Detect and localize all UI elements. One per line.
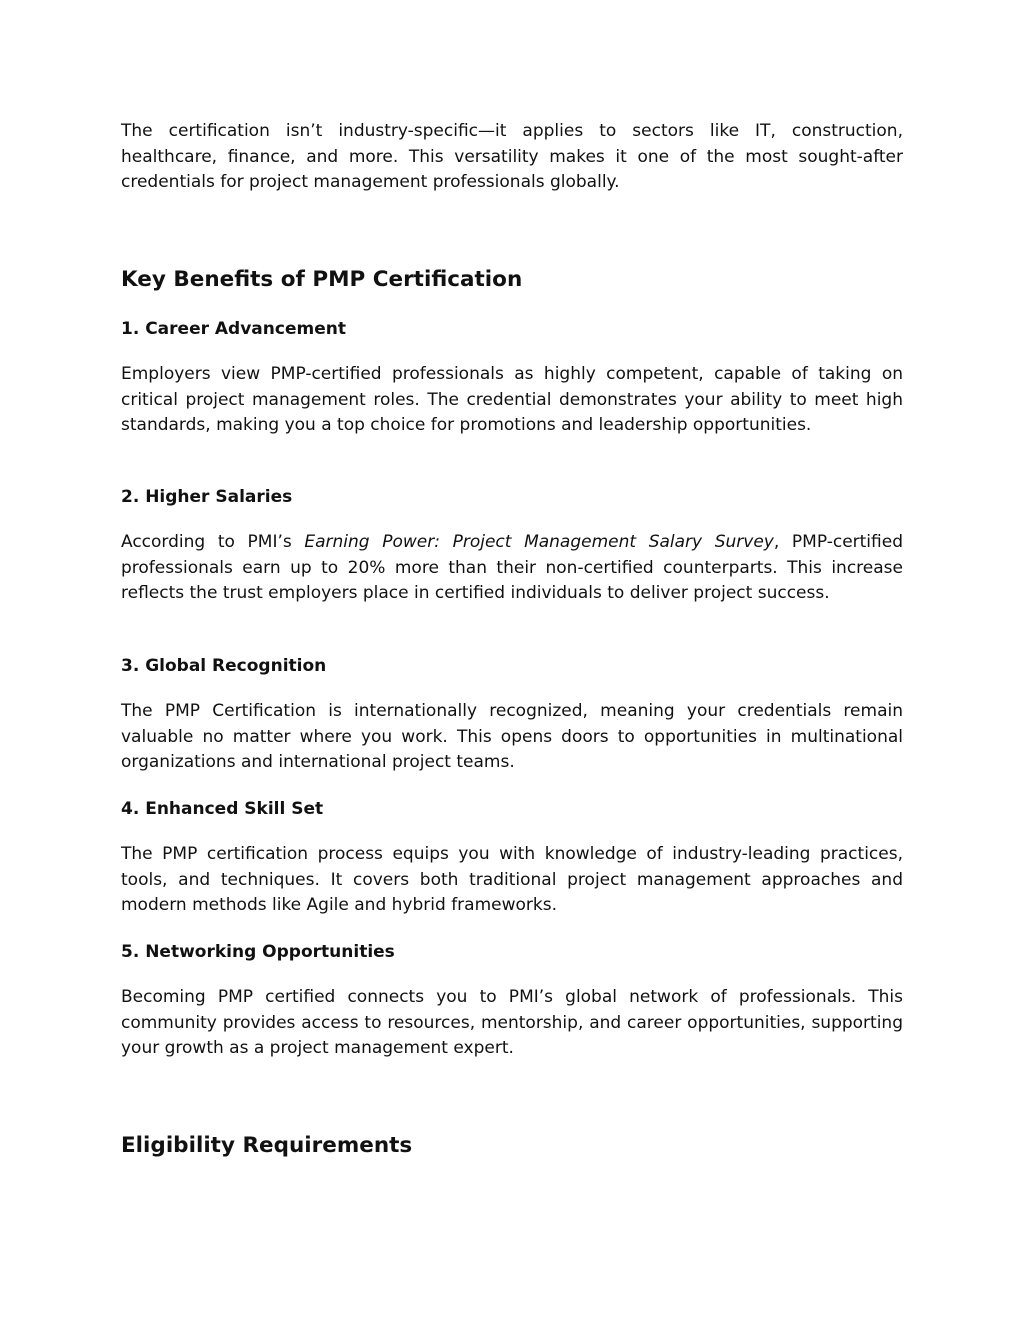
benefit-title-global-recognition: 3. Global Recognition xyxy=(121,656,327,676)
salary-survey-title: Earning Power: Project Management Salary Survey xyxy=(304,532,774,552)
benefit-text-higher-salaries xyxy=(121,530,903,607)
benefit-title-career-advancement: 1. Career Advancement xyxy=(121,319,346,339)
benefit-title-higher-salaries: 2. Higher Salaries xyxy=(121,487,293,507)
eligibility-heading: Eligibility Requirements xyxy=(121,1133,413,1158)
benefit-text-global-recognition: The PMP Certification is internationally recognized, meaning your credentials remain valuable no matter where you work. This opens doors to opportunities in multinational organizations and international project teams. xyxy=(121,701,903,773)
benefit-text-enhanced-skill-set: The PMP certification process equips you with knowledge of industry-leading practices, tools, and techniques. It covers both traditional project management approaches and modern methods like Agile and hybrid frameworks. xyxy=(121,844,903,916)
salary-text-lead: According to PMI’s xyxy=(121,532,305,552)
benefits-heading: Key Benefits of PMP Certification xyxy=(121,267,523,292)
benefit-title-networking-opportunities: 5. Networking Opportunities xyxy=(121,942,395,962)
benefit-title-enhanced-skill-set: 4. Enhanced Skill Set xyxy=(121,799,324,819)
benefit-text-career-advancement: Employers view PMP-certified professionals as highly competent, capable of taking on critical project management roles. The credential demonstrates your ability to meet high standards, making you a top choice for promotions and leadership opportunities. xyxy=(121,364,903,436)
intro-paragraph: The certification isn’t industry-specific—it applies to sectors like IT, construction, healthcare, finance, and more. This versatility makes it one of the most sought-after credentials for project management professionals globally. xyxy=(121,121,903,193)
salary-text-rest: , PMP-certified professionals earn up to 20% more than their non-certified counterparts. This increase reflects the trust employers place in certified individuals to deliver project success. xyxy=(121,532,903,604)
benefit-text-networking-opportunities: Becoming PMP certified connects you to PMI’s global network of professionals. This community provides access to resources, mentorship, and career opportunities, supporting your growth as a project management expert. xyxy=(121,987,903,1059)
